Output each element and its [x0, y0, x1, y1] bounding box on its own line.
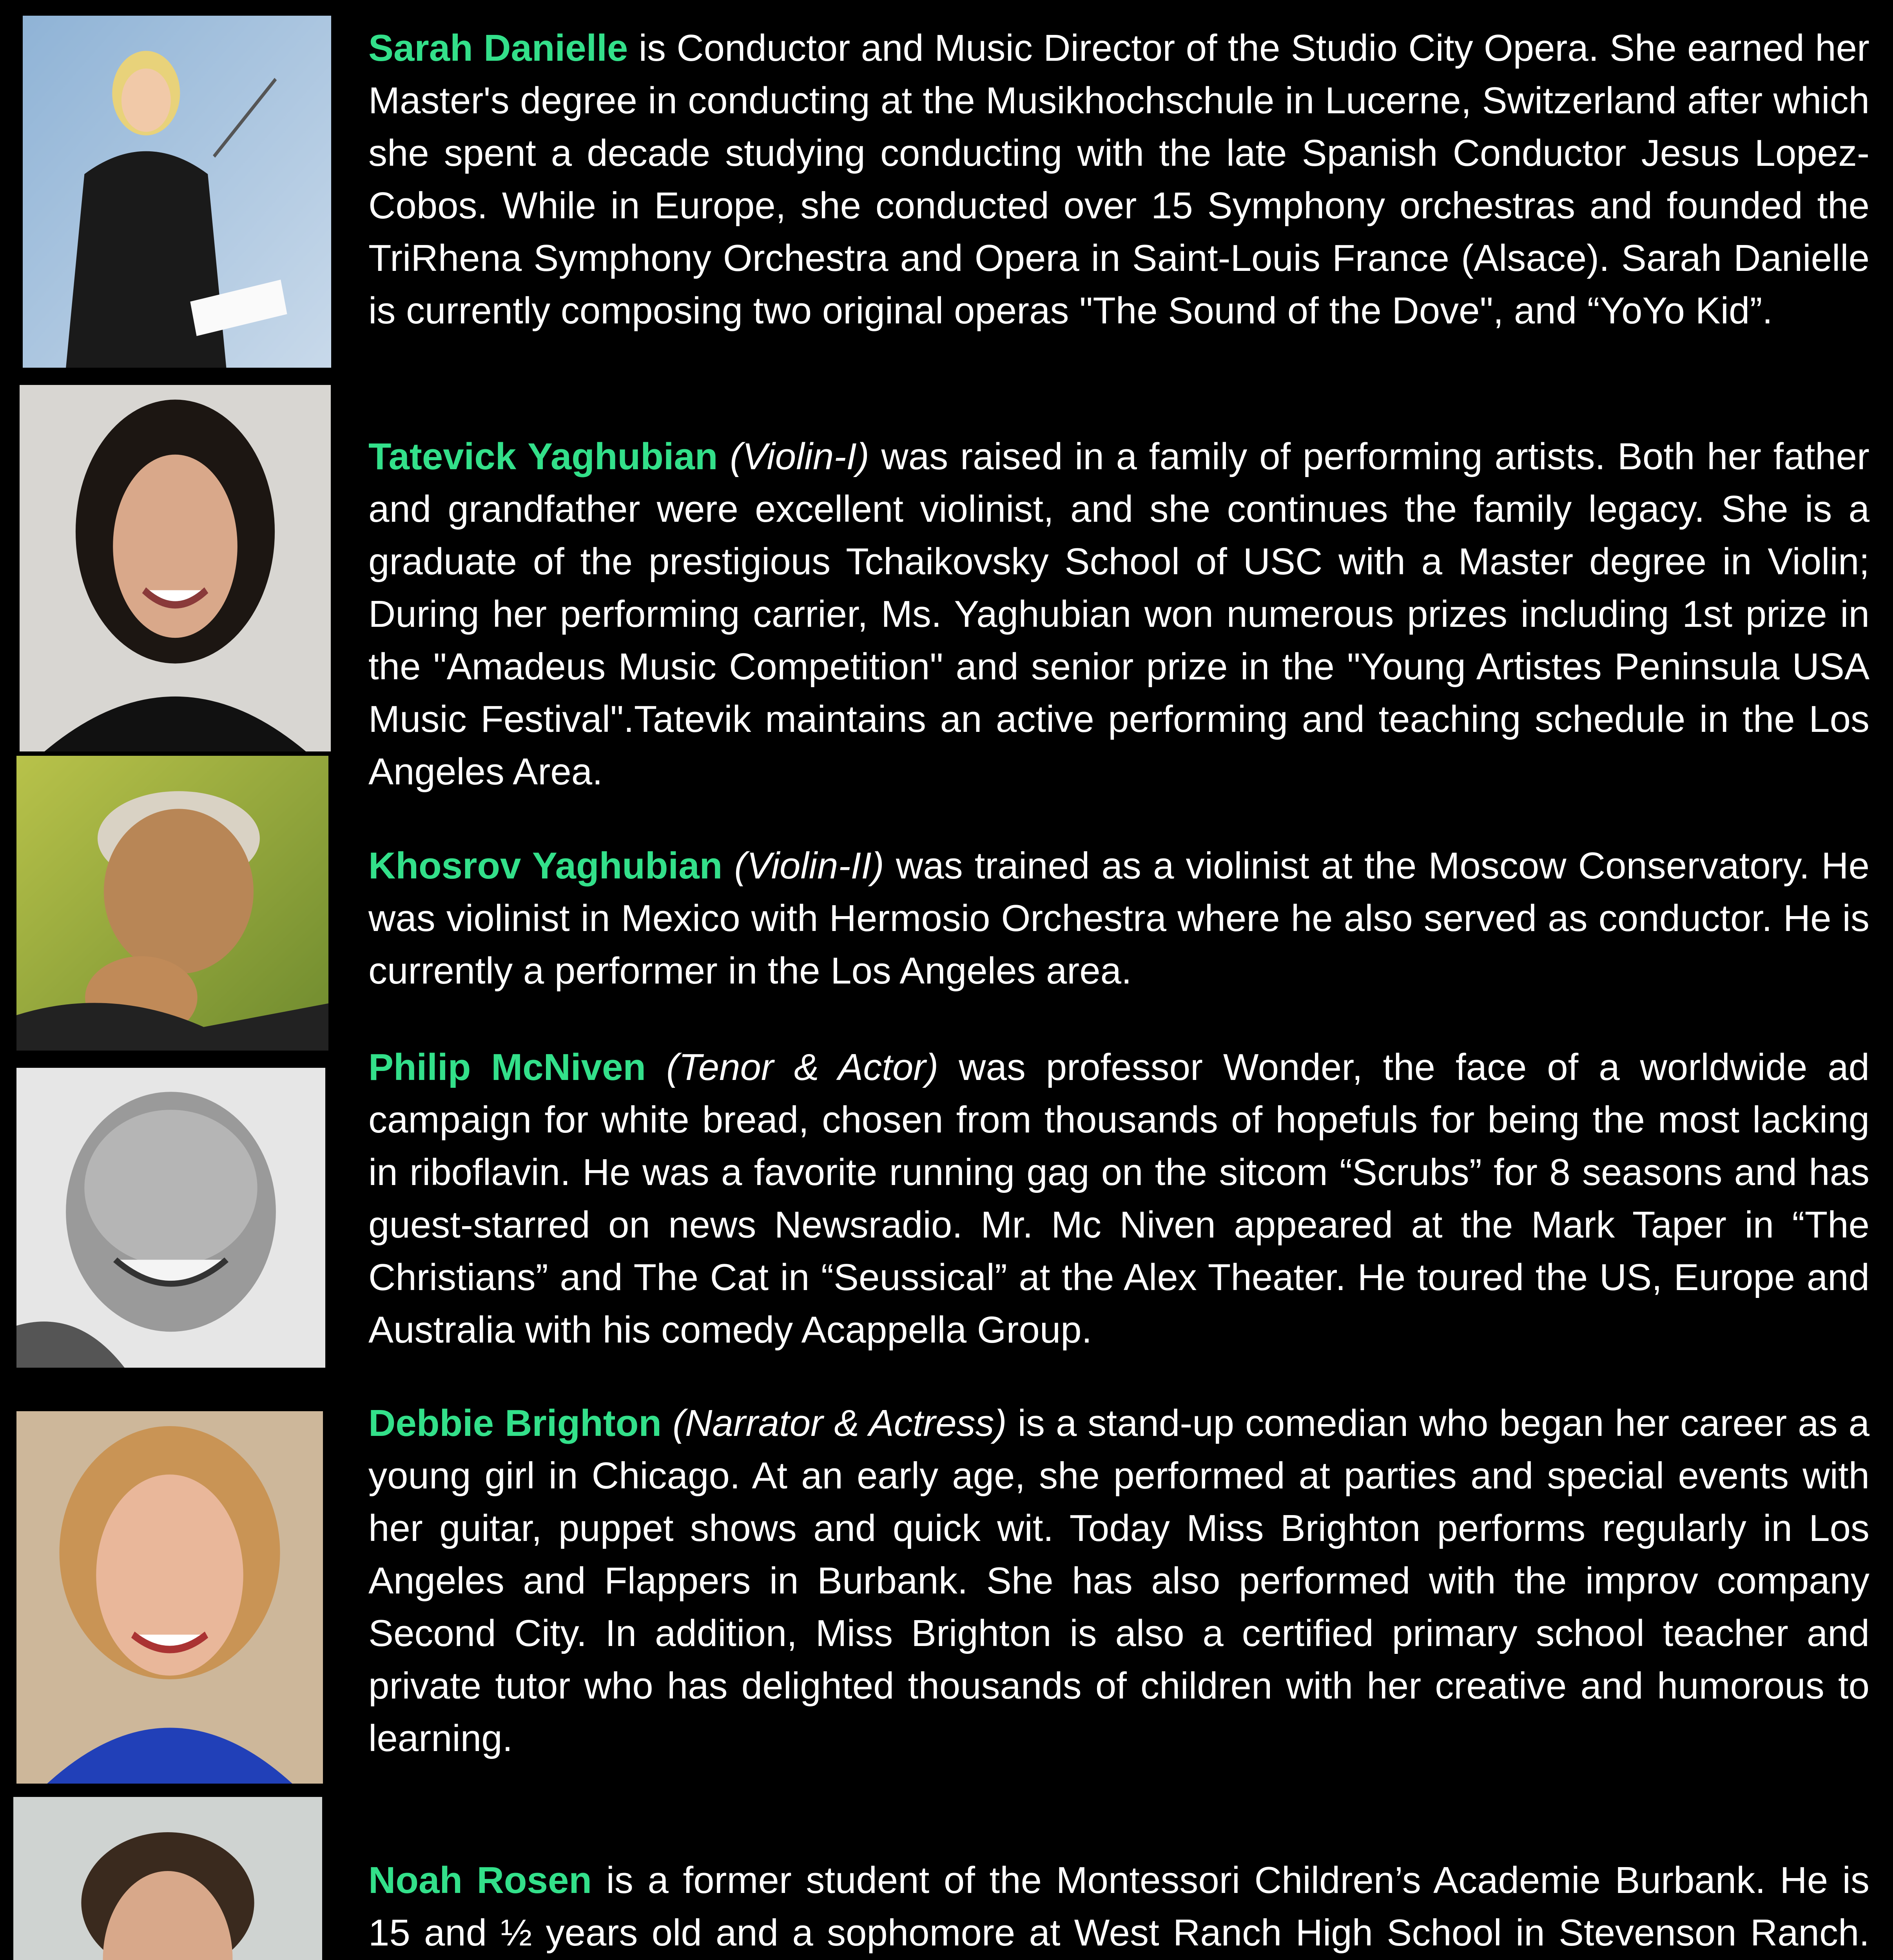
bio-name: Tatevick Yaghubian — [368, 436, 718, 477]
bio-name: Sarah Danielle — [368, 27, 628, 69]
bio-role: (Narrator & Actress) — [673, 1402, 1007, 1444]
bio-role: (Violin-II) — [734, 845, 884, 887]
bio-khosrov-yaghubian — [368, 840, 1869, 997]
bio-text: was trained as a violinist at the Moscow Conservatory. He was violinist in Mexico with Hermosio Orchestra where he also served as conductor. He is currently a performer in the Los Angeles area. — [368, 845, 1870, 992]
bio-text: was professor Wonder, the face of a worldwide ad campaign for white bread, chosen from thousands of hopefuls for being the most lacking in riboflavin. He was a favorite running gag on the sitcom “Scrubs” for 8 seasons and has guest-starred on news Newsradio. Mr. Mc Niven appeared at the Mark Taper in “The Christians” and The Cat in “Seussical” at the Alex Theater. He toured the US, Europe and Australia with his comedy Acappella Group. — [368, 1046, 1870, 1351]
photo-tatevick-yaghubian — [20, 385, 331, 751]
bio-philip-mcniven — [368, 1041, 1869, 1356]
bio-role: (Tenor & Actor) — [666, 1046, 939, 1088]
bio-text: is a stand-up comedian who began her career as a young girl in Chicago. At an early age, she performed at parties and special events with her guitar, puppet shows and quick wit. Today Miss Brighton performs regularly in Los Angeles and Flappers in Burbank. She has also performed with the improv company Second City. In addition, Miss Brighton is also a certified primary school teacher and private tutor who has delighted thousands of children with her creative and humorous to learning. — [368, 1402, 1870, 1759]
bio-name: Debbie Brighton — [368, 1402, 662, 1444]
bio-name: Philip McNiven — [368, 1046, 646, 1088]
bio-name: Khosrov Yaghubian — [368, 845, 723, 887]
bio-noah-rosen — [368, 1854, 1869, 1960]
photo-debbie-brighton — [16, 1411, 323, 1784]
bio-name: Noah Rosen — [368, 1859, 592, 1901]
photo-noah-rosen — [13, 1797, 322, 1960]
bio-text: is a former student of the Montessori Children’s Academie Burbank. He is 15 and ½ years old and a sophomore at West Ranch High School in Stevenson Ranch. — [368, 1859, 1870, 1954]
bio-sarah-danielle — [368, 22, 1869, 337]
bio-role: (Violin-I) — [730, 436, 869, 477]
bio-text: is Conductor and Music Director of the Studio City Opera. She earned her Master's degree in conducting at the Musikhochschule in Lucerne, Switzerland after which she spent a decade studying conducting with the late Spanish Conductor Jesus Lopez-Cobos. While in Europe, she conducted over 15 Symphony orchestras and founded the TriRhena Symphony Orchestra and Opera in Saint-Louis France (Alsace). Sarah Danielle is currently composing two original operas "The Sound of the Dove", and “YoYo Kid”. — [368, 27, 1870, 332]
photo-khosrov-yaghubian — [16, 756, 328, 1051]
photo-philip-mcniven — [16, 1068, 325, 1368]
bio-text: was raised in a family of performing artists. Both her father and grandfather were excellent violinist, and she continues the family legacy. She is a graduate of the prestigious Tchaikovsky School of USC with a Master degree in Violin; During her performing carrier, Ms. Yaghubian won numerous prizes including 1st prize in the "Amadeus Music Competition" and senior prize in the "Young Artistes Peninsula USA Music Festival".Tatevik maintains an active performing and teaching schedule in the Los Angeles Area. — [368, 436, 1870, 793]
bio-tatevick-yaghubian — [368, 430, 1869, 798]
photo-sarah-danielle — [23, 16, 331, 368]
bio-debbie-brighton — [368, 1397, 1869, 1765]
